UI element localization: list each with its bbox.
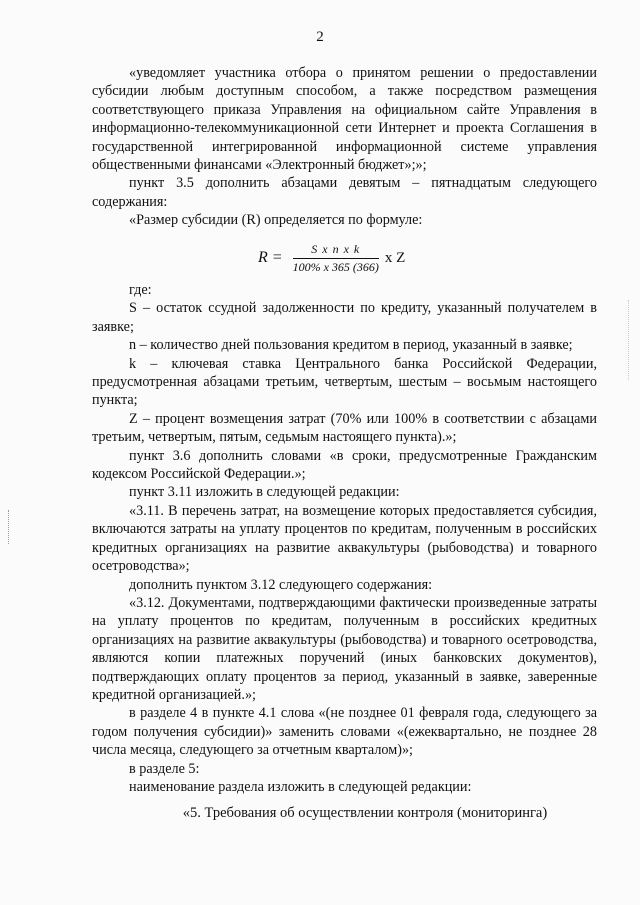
- text-block-top: [92, 64, 597, 230]
- paragraph-point-3-6: пункт 3.6 дополнить словами «в сроки, предусмотренные Гражданским кодексом Российской Федерации.»;: [92, 447, 597, 483]
- paragraph-section-5: в разделе 5:: [129, 760, 200, 777]
- paragraph-section-5-title-intro: наименование раздела изложить в следующей редакции:: [129, 778, 472, 795]
- scan-margin-mark: [8, 510, 11, 544]
- formula-fraction: [293, 242, 379, 275]
- formula-denominator: 100% x 365 (366): [292, 259, 379, 274]
- formula-lhs: R =: [258, 249, 283, 266]
- paragraph-def-z: Z – процент возмещения затрат (70% или 100% в соответствии с абзацами третьим, четвертым, пятым, седьмым настоящего пункта).»;: [92, 410, 597, 446]
- section-5-heading: «5. Требования об осуществлении контроля (мониторинга): [182, 805, 548, 821]
- paragraph-point-3-12: «3.12. Документами, подтверждающими фактически произведенные затраты на уплату процентов по кредитам, полученным в российских кредитных организациях на развитие аквакультуры (рыбоводства) и товарного осетроводства, являются копии платежных поручений (иных банковских документов), подтверждающих оплату процентов за период, указанный в заявке, заверенные кредитной организацией.»;: [92, 594, 597, 703]
- paragraph-notification: «уведомляет участника отбора о принятом решении о предоставлении субсидии любым доступным способом, а также посредством размещения соответствующего приказа Управления на официальном сайте Управления в информационно-телекоммуникационной сети Интернет и проекта Соглашения в государственной интегрированной информационной системе управления общественными финансами «Электронный бюджет»;»;: [92, 65, 597, 174]
- paragraph-point-3-12-intro: дополнить пунктом 3.12 следующего содержания:: [129, 576, 433, 593]
- paragraph-point-3-11: «3.11. В перечень затрат, на возмещение которых предоставляется субсидия, включаются затраты на уплату процентов по кредитам, полученным в российских кредитных организациях на развитие аквакультуры (рыбоводства) и товарного осетроводства»;: [92, 502, 597, 575]
- page-number: 2: [316, 29, 324, 45]
- text-block-main: [92, 281, 597, 796]
- paragraph-def-k: k – ключевая ставка Центрального банка Российской Федерации, предусмотренная абзацами третьим, четвертым, шестым – восьмым настоящего пункта;: [92, 355, 597, 409]
- paragraph-point-3-11-intro: пункт 3.11 изложить в следующей редакции:: [129, 484, 400, 501]
- paragraph-def-n: n – количество дней пользования кредитом в период, указанный в заявке;: [129, 337, 573, 354]
- paragraph-where: где:: [129, 282, 152, 298]
- paragraph-formula-intro: «Размер субсидии (R) определяется по формуле:: [129, 212, 423, 229]
- paragraph-section-4: в разделе 4 в пункте 4.1 слова «(не позднее 01 февраля года, следующего за годом получения субсидии)» заменить словами «(ежеквартально, не позднее 28 числа месяца, следующего за отчетным кварталом)»;: [92, 705, 597, 759]
- formula-rhs: x Z: [384, 249, 406, 266]
- paragraph-point-3-5: пункт 3.5 дополнить абзацами девятым – пятнадцатым следующего содержания:: [92, 175, 597, 210]
- formula-numerator: S x n x k: [311, 241, 361, 256]
- subsidy-formula: [258, 238, 405, 278]
- scan-margin-mark-right: [628, 300, 630, 380]
- paragraph-def-s: S – остаток ссудной задолженности по кредиту, указанный получателем в заявке;: [92, 300, 597, 335]
